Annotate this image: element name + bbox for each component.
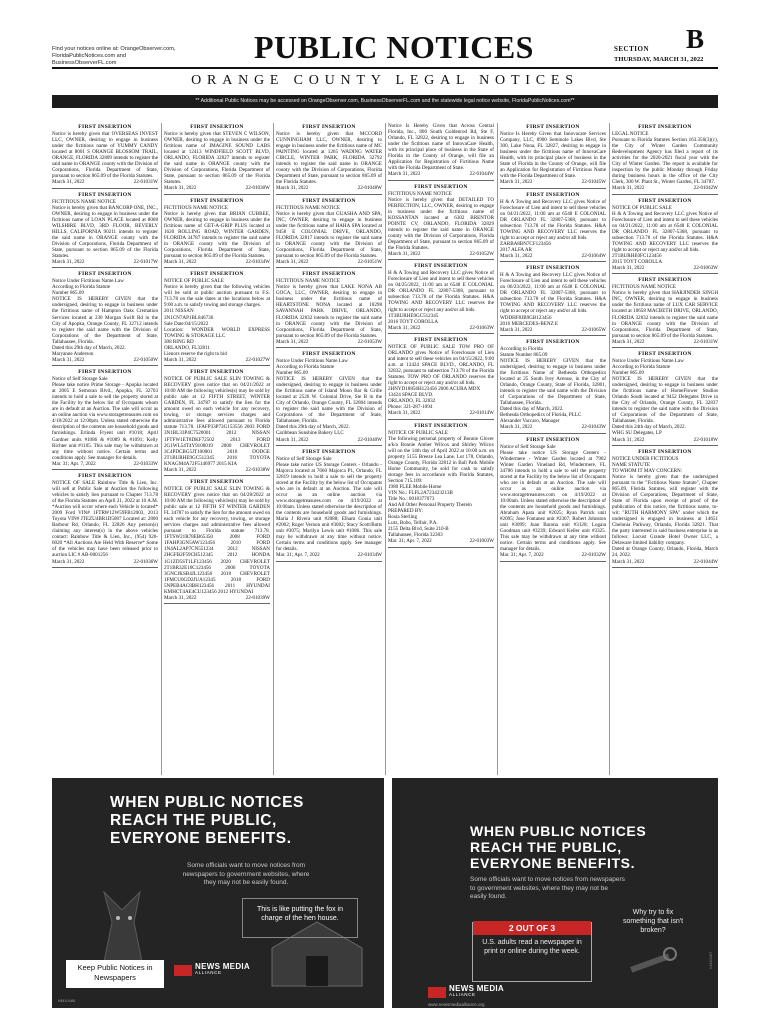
stat-title: 2 OUT OF 3 bbox=[473, 921, 591, 935]
ad-blurb: Some officials want to move notices from newspapers to government websites, where they may not be easily found. bbox=[182, 862, 310, 886]
legal-notice bbox=[164, 197, 270, 269]
notice-body: According to Florida Statute Number 865.09 NOTICE IS HEREBY GIVEN that the undersigned, desiring to engage in business under the fictitious Name of Bethesda Orthopedics located at 25 South Ivey Avenue, in the City of Orlando, Orange County, State of Florida, 32801, intends to register the said name with the Division of Corporations of the Department of State, Tallahassee, Florida. Dated this day of March, 2022. Bethesda Orthopedics of Florida, PLLC Alexander Vaccaro, Manager bbox=[500, 345, 606, 425]
notice-insertion-label: FIRST INSERTION bbox=[414, 183, 468, 190]
notice-body: Notice of Self Storage Sale Please take notice US Storage Centers - Orlando - Majorca located at 7660 Majorca Pl., Orlando, FL 32819 intends to hold a sale to sell the property stored at the Facility by the below list of Occupants who are in default at an Auction. The sale will occur as an online auction via www.storagetreasures.com on 4/19/2022 at 10:00am. Unless stated otherwise the description of the contents are household goods and furnishings. Maria J Rivera unit #2088; Elham Gonia unit #2002; Roger Vernon unit #3002; Stacy Scott/Butts unit #3075; Marilyn Lewis unit #1086. This sale may be withdrawn at any time without notice. Certain terms and conditions apply. See manager for details. bbox=[276, 455, 382, 553]
ad-headline-line: WHEN PUBLIC NOTICES bbox=[110, 794, 304, 811]
notices-grid bbox=[52, 123, 718, 775]
notice-footer bbox=[388, 325, 494, 331]
notice-code: 22-01033W bbox=[133, 460, 158, 467]
notice-body: Notice of Self Storage Sale Please take notice Prime Storage - Apopka located at 2005 E Semoran Blvd., Apopka, FL 32703 intends to hold a sale to sell the property stored at the Facility by the below list of Occupants whom are in default at an Auction. The sale will occur as an online auction via www.storagetreasures.com on 4/18/2022 at 12:00pm. Unless stated otherwise the description of the contents are household goods and furnishings. Erlinda Fryent unit #1018; April Gardner units #1086 & #1089 & #1091; Kelly Richter unit #1105. This sale may be withdrawn at any time without notice. Certain terms and conditions apply. See manager for details. bbox=[52, 376, 158, 461]
legal-notice bbox=[164, 123, 270, 195]
logo-title: NEWS MEDIA bbox=[449, 984, 504, 993]
notice-insertion-label: FIRST INSERTION bbox=[526, 124, 580, 130]
notice-insertion-label: FIRST INSERTION bbox=[414, 336, 468, 343]
notice-footer bbox=[52, 357, 158, 363]
notice-publish-date: March 31, 2022 bbox=[52, 259, 85, 266]
notice-code: 22-01063W bbox=[469, 324, 494, 331]
notice-publish-date: March 31, 2022 bbox=[164, 356, 197, 363]
notice-body: Notice is hereby given that STEVEN C WILSON, OWNER, desiring to engage in business under the fictitious name of IMAGINE SOUND LABS located at 12413 WINDFIELD SCOTT BLVD, ORLANDO, FLORIDA 32827 intends to register the said name in ORANGE county with the Division of Corporations, Florida Department of State, pursuant to section 865.09 of the Florida Statutes. bbox=[164, 131, 270, 186]
notice-insertion-label: FIRST INSERTION bbox=[638, 124, 692, 130]
legal-notice bbox=[164, 270, 270, 366]
notice-publish-date: March 31, 2022 bbox=[500, 326, 533, 333]
legal-notice bbox=[164, 478, 270, 604]
legal-notice bbox=[164, 368, 270, 476]
section-label: SECTION bbox=[614, 45, 650, 53]
notice-footer bbox=[164, 185, 270, 191]
ad-url: www.newsmediaalliance.org bbox=[428, 1002, 485, 1007]
legal-notice bbox=[612, 197, 718, 275]
notice-column bbox=[612, 123, 718, 775]
notice-code: 22-01044W bbox=[469, 171, 494, 178]
notice-body: Notice of Self Storage Sale Please take notice US Storage Centers - Windermere - Winter Garden located at 7902 Winter Garden Vineland Rd, Windermere, FL 34786 intends to hold a sale to sell the property stored at the Facility by the below list of Occupants who are in default at an Auction. The sale will occur as an online auction via www.storagetreasures.com on 4/19/2022 at 10:00am. Unless stated otherwise the description of the contents are household goods and furnishings. Abraham Apata unit #2025; Ryan Patrick unit #2095; Jose Fontanez unit #2307; Robert Johnston unit #3099; Juan Barona unit #3128; Logaia Goodman unit #3239; Edward Keller unit #3325. This sale may be withdrawn at any time without notice. Certain terms and conditions apply. See manager for details. bbox=[500, 443, 606, 553]
online-info-line: FloridaPublicNotices.com and bbox=[52, 53, 126, 60]
notice-footer bbox=[52, 179, 158, 185]
notice-insertion-label: FIRST INSERTION bbox=[414, 263, 468, 270]
notice-insertion-label: FIRST INSERTION bbox=[190, 124, 244, 130]
notice-footer bbox=[164, 595, 270, 601]
notice-code: 22-01043W bbox=[581, 424, 606, 431]
column-divider bbox=[609, 123, 610, 775]
notice-publish-date: March 31, 2022 bbox=[276, 259, 309, 266]
notice-publish-date: March 31, 2022 bbox=[276, 185, 309, 192]
notice-publish-date: March 31, 2022 bbox=[164, 185, 197, 192]
notice-insertion-label: FIRST INSERTION bbox=[302, 350, 356, 357]
notice-body: FICTITIOUS NAME NOTICE Notice is hereby given that BRIAN CUBBEE, OWNER, desiring to engage in business under the fictitious name of GET-A-GRIP PLUS located at 1620 ROLLING ROAD, WINTER GARDEN, FLORIDA 34787 intends to register the said name in ORANGE county with the Division of Corporations, Florida Department of State, pursuant to section 865.09 of the Florida Statutes. bbox=[164, 204, 270, 259]
legal-notice bbox=[500, 338, 606, 434]
stat-box bbox=[472, 922, 592, 982]
notice-body: FICTITIOUS NAME NOTICE Notice is hereby given that GUASHA AND SPA, INC, OWNER, desiring to engage in business under the fictitious name of HAHA SPA located at 9458 E COLONIAL DRIVE, ORLANDO, FLORIDA 32817 intends to register the said name in ORANGE county with the Division of Corporations, Florida Department of State, pursuant to section 865.09 of the Florida Statutes. bbox=[276, 204, 382, 259]
notice-publish-date: March 31, 2022 bbox=[164, 466, 197, 473]
ad-code: NM10486 bbox=[58, 998, 76, 1003]
notice-publish-date: March 31, 2022 bbox=[164, 594, 197, 601]
notice-insertion-label: FIRST INSERTION bbox=[302, 448, 356, 455]
notice-code: 22-01051W bbox=[357, 259, 382, 266]
notice-publish-date: March 31, 2022 bbox=[612, 265, 645, 272]
notice-insertion-label: FIRST INSERTION bbox=[526, 338, 580, 345]
legal-notice bbox=[612, 123, 718, 195]
notice-body: Notice Under Fictitious Name Law According to Florida Statute Number 865.09 NOTICE IS HEREBY GIVEN that the undersigned, desiring to engage in business under the fictitious name of Hampton Oaks Cremation Services located at 230 Morgan Swift Rd in the City of Apopka, Orange County, FL 32712 intends to register the said name with the Division of Corporations of the Department of State, Tallahassee, Florida. Dated this 29th day of March, 2022. Maryanne Anderson bbox=[52, 278, 158, 357]
notice-insertion-label: FIRST INSERTION bbox=[638, 448, 692, 455]
notice-body: Notice is hereby given that MCCORD CUNNINGHAM LLC, OWNER, desiring to engage in business under the fictitious name of MC PAINTING located at 1265 WADING WATER CIRCLE, WINTER PARK, FLORIDA 32792 intends to register the said name in ORANGE county with the Division of Corporations, Florida Department of State, pursuant to section 865.09 of the Florida Statutes. bbox=[276, 131, 382, 186]
masthead-rule bbox=[52, 67, 718, 69]
issue-date: THURSDAY, MARCH 31, 2022 bbox=[614, 56, 704, 63]
notice-code: 22-01014W bbox=[469, 410, 494, 417]
notice-column bbox=[500, 123, 606, 775]
news-media-alliance-mark-icon bbox=[174, 965, 192, 976]
notice-code: 22-01034W bbox=[357, 552, 382, 559]
legal-notice bbox=[388, 336, 494, 420]
notice-insertion-label: FIRST INSERTION bbox=[414, 422, 468, 429]
legal-notice bbox=[276, 123, 382, 195]
notice-body: Notice Is Hereby Given that Innovacare Services Company, LLC, 8900 Seminole Lakes Blvd, Ste 300, Lake Nona, FL 32827, desiring to engage in business under the fictitious name of InnovaCare Health, with its principal place of business in the State of Florida in the County of Orange, will file an Application for Registration of Fictitious Name with the Florida Department of State. bbox=[500, 131, 606, 180]
notice-footer bbox=[388, 251, 494, 257]
notice-publish-date: March 31, 2022 bbox=[276, 436, 309, 443]
notice-code: 22-01052W bbox=[469, 251, 494, 258]
notice-code: 22-01038W bbox=[245, 466, 270, 473]
notice-code: 22-01065W bbox=[581, 326, 606, 333]
notice-code: 22-01036W bbox=[133, 558, 158, 565]
news-media-alliance-logo bbox=[428, 986, 504, 998]
notice-footer bbox=[500, 552, 606, 558]
notice-footer bbox=[500, 253, 606, 259]
online-notice-info bbox=[52, 46, 242, 68]
notice-code: 22-01031W bbox=[133, 179, 158, 186]
online-info-line: BusinessObserverFL.com bbox=[52, 60, 117, 67]
legal-notice bbox=[52, 368, 158, 470]
notice-code: 22-01030W bbox=[245, 185, 270, 192]
column-divider bbox=[273, 123, 274, 775]
notice-footer bbox=[500, 327, 606, 333]
notice-footer bbox=[612, 265, 718, 271]
notice-insertion-label: FIRST INSERTION bbox=[526, 436, 580, 443]
notice-body: NOTICE OF PUBLIC SALE The following personal property of Bonnie Glover a/k/a Bonnie Amber Wilcox and Shirley Wilcox will on the 14th day of April 2022 at 10:00 a.m. on property 5155 Breeze Lea Lane, Lot 178, Orlando, Orange County, Florida 32812 in Ball Park Mobile Home Community, be sold for cash to satisfy storage fees in accordance with Florida Statutes, Section 715.109: 1980 FLEE Mobile Home VIN No.: FLFL2A723423213B Title No.: 0018377073 And All Other Personal Property Therein PREPARED BY: Rosia Sterling Lutz, Bobo, Telfair, P.A. 2155 Delta Blvd, Suite 210-B Tallahassee, Florida 32303 bbox=[388, 429, 494, 539]
notice-publish-date: March 31, 2022 bbox=[500, 253, 533, 259]
notice-column bbox=[388, 123, 494, 775]
notice-footer bbox=[388, 410, 494, 416]
notice-code: 22-01040W bbox=[357, 436, 382, 443]
notice-footer bbox=[276, 339, 382, 345]
legal-notice bbox=[612, 448, 718, 568]
ad-headline-line: EVERYONE BENEFITS. bbox=[470, 855, 636, 871]
fox-caption-box bbox=[242, 898, 358, 938]
notice-insertion-label: FIRST INSERTION bbox=[526, 265, 580, 272]
notice-code: 22-01050W bbox=[133, 356, 158, 363]
legal-notice bbox=[500, 264, 606, 336]
ad-headline-line: REACH THE PUBLIC, bbox=[470, 839, 622, 855]
notice-insertion-label: FIRST INSERTION bbox=[302, 271, 356, 278]
public-notice-ad-right bbox=[392, 778, 718, 1008]
notice-body: Notice Is Hereby Given that Across Central Florida, Inc., 800 South Goldenrod Rd, Ste F, Orlando, FL 32822, desiring to engage in business under the fictitious name of InnovaCare Health, with its principal place of business in the State of Florida in the County of Orange, will file an Application for Registration of Fictitious Name with the Florida Department of State. bbox=[388, 123, 494, 172]
notice-code: 22-01048W bbox=[357, 185, 382, 192]
logo-title: NEWS MEDIA bbox=[195, 962, 250, 971]
notice-publish-date: March 31, 2022 bbox=[164, 259, 197, 266]
notice-publish-date: March 31, 2022 bbox=[612, 338, 645, 345]
legal-notice bbox=[276, 270, 382, 348]
notice-body: NOTICE UNDER FICTITIOUS NAME STATUTE TO WHOM IT MAY CONCERN: Notice is hereby given that the undersigned pursuant to the "Fictitious Name Statute", Chapter 865.09, Florida Statutes, will register with the Division of Corporations, Department of State, State of Florida upon receipt of proof of the publication of this notice, the fictitious name, to-wit: "RUTH HARMONY SPA" under which the undersigned is engaged in business at 14651 Chelonia Parkway, Orlando, Florida 32821. That the party interested in said business enterprise is as follows: Locust Grande Hotel Owner LLC, a Delaware limited liability company. Dated at Orange County, Orlando, Florida, March 24, 2022. bbox=[612, 455, 718, 559]
section-title: PUBLIC NOTICES bbox=[254, 29, 534, 65]
notice-footer bbox=[500, 179, 606, 185]
notice-footer bbox=[276, 552, 382, 558]
legal-notice bbox=[276, 350, 382, 446]
notice-insertion-label: FIRST INSERTION bbox=[526, 191, 580, 198]
notice-body: H & A Towing and Recovery LLC gives Notice of Foreclosure of Lien and intent to sell these vehicles on 06/23/2022, 11:00 am at 6548 E COLONIAL DR ORLANDO FL 32807-5368, pursuant to subsection 713.78 of the Florida Statutes. H&A TOWING AND RECOVERY LLC reserves the right to accept or reject any and/or all bids. WDDHF8JB9GB123456 2016 MERCEDES-BENZ E bbox=[500, 272, 606, 327]
legal-notice bbox=[388, 422, 494, 548]
notice-insertion-label: FIRST INSERTION bbox=[190, 271, 244, 278]
notice-publish-date: Mar. 31; Apr. 7, 2022 bbox=[276, 552, 320, 559]
notice-body: FICTITIOUS NAME NOTICE Notice is hereby given that LAKE NONA AB GOCA, LLC, OWNER, desiring to engage in business under the fictitious name of HEARTSTONE NONA located at 10298 SAVANNAH PARK DRIVE, ORLANDO, FLORIDA 32832 intends to register the said name in ORANGE county with the Division of Corporations, Florida Department of State, pursuant to section 865.09 of the Florida Statutes. bbox=[276, 278, 382, 339]
notice-code: 22-01027W bbox=[245, 356, 270, 363]
notice-footer bbox=[612, 437, 718, 443]
notice-publish-date: March 31, 2022 bbox=[500, 179, 533, 186]
legal-notice bbox=[276, 197, 382, 269]
notice-publish-date: Mar. 31; Apr. 7, 2022 bbox=[388, 538, 432, 545]
notice-insertion-label: FIRST INSERTION bbox=[190, 197, 244, 204]
notice-body: FICTITIOUS NAME NOTICE Notice is hereby given that DETAILED TO PERFECTION, LLC, OWNER, desiring to engage in business under the fictitious name of KOSSANTAN located at 6302 BRENTOR POINTE CV, ORLANDO, FLORIDA 32829 intends to register the said name in ORANGE county with the Division of Corporations, Florida Department of State, pursuant to section 865.09 of the Florida Statutes. bbox=[388, 190, 494, 251]
notice-insertion-label: FIRST INSERTION bbox=[190, 478, 244, 485]
notice-body: Notice is hereby given that OVERSEAS INVEST LLC, OWNER, desiring to engage in business under the fictitious name of YUMMY CANDY located at 8001 S ORANGE BLOSSOM TRAIL, ORANGE, FLORIDA 32809 intends to register the said name in ORANGE county with the Division of Corporations, Florida Department of State, pursuant to section 865.09 of the Florida Statutes. bbox=[52, 131, 158, 180]
section-letter: B bbox=[686, 24, 705, 54]
notice-footer bbox=[388, 171, 494, 177]
logo-subtitle: ALLIANCE bbox=[449, 992, 476, 997]
notice-publish-date: Mar. 31; Apr. 7, 2022 bbox=[500, 552, 544, 559]
notice-code: 22-01044W bbox=[693, 558, 718, 565]
notice-insertion-label: FIRST INSERTION bbox=[638, 277, 692, 284]
notice-publish-date: March 31, 2022 bbox=[52, 356, 85, 363]
notice-insertion-label: FIRST INSERTION bbox=[78, 369, 132, 376]
additional-notices-banner: ** Additional Public Notices may be accessed on OrangeObserver.com, BusinessObserverFL.com and the statewide legal notice website, FloridaPublicNotices.com** bbox=[52, 95, 718, 108]
notice-code: 22-01053W bbox=[357, 338, 382, 345]
ad-blurb: Some officials want to move notices from newspapers to government websites, where they may not be easily found. bbox=[470, 876, 625, 900]
notice-code: 22-01032W bbox=[581, 552, 606, 559]
notice-footer bbox=[388, 538, 494, 544]
logo-subtitle: ALLIANCE bbox=[195, 970, 222, 975]
legal-notice bbox=[52, 472, 158, 568]
notice-body: NOTICE OF PUBLIC SALE TOW PRO OF ORLANDO gives Notice of Foreclosure of Lien and intent to sell these vehicles on 04/15/2022, 9:00 a.m. at 13424 SPACE BLVD., ORLANDO, FL 32832, pursuant to subsection 713.78 of the Florida Statutes. TOW PRO OF ORLANDO reserves the right to accept or reject any and/or all bids. 2HNYD18856H123456 2006 ACURA MDX 13424 SPACE BLVD. ORLANDO, FL 32832 Phone: 321-287-1094 bbox=[388, 343, 494, 411]
section-subtitle: ORANGE COUNTY LEGAL NOTICES bbox=[191, 73, 579, 88]
public-notice-ad-left bbox=[52, 778, 384, 1008]
notice-insertion-label: FIRST INSERTION bbox=[78, 191, 132, 198]
notice-body: Notice Under Fictitious Name Law According to Florida Statute Number 865.09 NOTICE IS HEREBY GIVEN that the undersigned, desiring to engage in business under the fictitious name of HomeFlower Studios Orlando South located at 9452 Delegates Drive in the City of Orlando, Orange County, FL 32837 intends to register the said name with the Division of Corporations of the Department of State, Tallahassee, Florida. Dated this 24th day of March, 2022. WHG SU Delegates, LP bbox=[612, 357, 718, 437]
notice-body: Notice Under Fictitious Name Law According to Florida Statute Number 865.09 NOTICE IS HEREBY GIVEN that the undersigned, desiring to engage in business under the fictitious name of Island Moon Bar & Grille located at 2526 W. Colonial Drive, Ste B in the City of Orlando, Orange County, FL 32804 intends to register the said name with the Division of Corporations of the Department of State, Tallahassee, Florida. Dated this 29th day of March, 2022. Caribbean Sunshine Bakery LLC bbox=[276, 357, 382, 437]
masthead bbox=[0, 0, 770, 70]
notice-publish-date: March 31, 2022 bbox=[612, 558, 645, 565]
notice-code: 22-01064W bbox=[581, 253, 606, 259]
column-divider bbox=[497, 123, 498, 775]
notice-insertion-label: FIRST INSERTION bbox=[302, 124, 356, 130]
notice-publish-date: March 31, 2022 bbox=[612, 185, 645, 192]
column-divider bbox=[385, 123, 386, 775]
notice-publish-date: March 31, 2022 bbox=[276, 338, 309, 345]
notice-code: 22-01045W bbox=[581, 179, 606, 186]
fix-question: Why try to fix something that isn't broken? bbox=[622, 909, 684, 934]
legal-notice bbox=[388, 123, 494, 181]
notice-insertion-label: FIRST INSERTION bbox=[78, 124, 132, 130]
notice-publish-date: March 31, 2022 bbox=[612, 436, 645, 443]
notice-code: 22-01042W bbox=[693, 185, 718, 192]
notice-body: NOTICE OF PUBLIC SALE H & A Towing and Recovery LLC gives Notice of Foreclosure of Lien and intent to sell these vehicles on 04/21/2022, 11:00 am at 6548 E COLONIAL DR ORLANDO FL 32807-5368, pursuant to subsection 713.78 of the Florida Statutes. H&A TOWING AND RECOVERY LLC reserves the right to accept or reject any and/or all bids. 2T1BURHE0FC123456 2015 TOYT COROLLA bbox=[612, 204, 718, 266]
legal-notice bbox=[388, 183, 494, 261]
notice-publish-date: March 31, 2022 bbox=[388, 251, 421, 258]
ad-headline-line: REACH THE PUBLIC, bbox=[110, 812, 277, 829]
news-media-alliance-mark-icon bbox=[428, 987, 446, 998]
fox-caption: This is like putting the fox in charge of the hen house. bbox=[257, 906, 343, 922]
notice-insertion-label: FIRST INSERTION bbox=[78, 271, 132, 278]
notice-publish-date: March 31, 2022 bbox=[52, 558, 85, 565]
legal-notice bbox=[276, 448, 382, 562]
notice-code: 22-01063W bbox=[693, 265, 718, 272]
notice-body: H & A Towing and Recovery LLC gives Notice of Foreclosure of Lien and intent to sell these vehicles on 04/21/2022, 11:00 am at 6548 E COLONIAL DR ORLANDO FL 32807-5368, pursuant to subsection 713.78 of the Florida Statutes. H&A TOWING AND RECOVERY LLC reserves the right to accept or reject any and/or all bids. ZARBA8BN7CF123456 2017 ALFA AR bbox=[500, 198, 606, 253]
legal-notice bbox=[500, 436, 606, 562]
notice-code: 22-01018W bbox=[693, 436, 718, 443]
legal-notice bbox=[52, 270, 158, 366]
notice-publish-date: March 31, 2022 bbox=[500, 424, 533, 431]
notice-body: NOTICE OF PUBLIC SALE SLIN TOWING & RECOVERY gives notice that on 04/21/2022 at 10:00 AM the following vehicles(s) may be sold by public sale at 12 FIFTH STREET, WINTER GARDEN, FL 34787 to satisfy the lien for the amount owed on each vehicle for any recovery, towing, or storage services charges and administrative fees allowed pursuant to Florida statute 713.78. 1FAFP33P73G153556 2003 FORD 3N1BL33P4C7520001 2012 NISSAN 1FTFW1ET8DKF72502 2013 FORD 2G1WL54T4Y9100019 2000 CHEVROLET 3C4PDCBG5JT100001 2018 DODGE 2T1BURHE9GC512345 2016 TOYOTA KNAGM4A72F5146977 2015 KIA bbox=[164, 376, 270, 467]
notice-column bbox=[164, 123, 270, 775]
notice-insertion-label: FIRST INSERTION bbox=[302, 197, 356, 204]
notice-body: NOTICE OF PUBLIC SALE Notice is hereby given that the following vehicles will be sold at public auction pursuant to F.S. 713.78 on the sale dates at the locations below at 9:00 a.m. to satisfy towing and storage charges. 2011 NISSAN 3N1CN7AP1BL846736 Sale Date:04/15/2022 Location: WONDER WORLD EXPRESS TOWING & STORAGE LLC 308 RING RD ORLANDO, FL32811 Lienors reserve the right to bid bbox=[164, 278, 270, 357]
notice-footer bbox=[52, 461, 158, 467]
notice-body: H & A Towing and Recovery LLC gives Notice of Foreclosure of Lien and intent to sell these vehicles on 04/25/2022, 11:00 am at 6548 E COLONIAL DR ORLANDO FL 32807-5368, pursuant to subsection 713.78 of the Florida Statutes. H&A TOWING AND RECOVERY LLC reserves the right to accept or reject any and/or all bids. 1T3BURHE9GC512345 2016 TOYT COROLLA bbox=[388, 270, 494, 325]
keep-notices-label: Keep Public Notices in Newspapers bbox=[66, 960, 164, 988]
notice-footer bbox=[52, 559, 158, 565]
notice-insertion-label: FIRST INSERTION bbox=[638, 350, 692, 357]
legal-notice bbox=[612, 276, 718, 348]
notice-body: NOTICE OF PUBLIC SALE SLIN TOWING & RECOVERY gives notice that on 04/28/2022 at 10:00 AM the following vehicles(s) may be sold by public sale at 12 FIFTH ST WINTER GARDEN FL 34787 to satisfy the lien for the amount owed on each vehicle for any recovery, towing, or storage services charges and administrative fees allowed pursuant to Florida statute 713.78. 1FTSW21R78EB65350 2008 FORD 1FAHP3GN5AW123456 2010 FORD 1N4AL2AP7CN551234 2012 NISSAN 2HGFB2F59CH512345 2012 HONDA 1G1ZD5ST1LF123456 2020 CHEVROLET 2T1BR32E16C123456 2006 TOYOTA 3GNCJKSB4JL123456 2018 CHEVROLET 1FMCU0GD2JUA12345 2018 FORD 5NPEB4AC8BH123456 2011 HYUNDAI KMHCT4AE4CU123456 2012 HYUNDAI bbox=[164, 485, 270, 595]
legal-notice bbox=[388, 262, 494, 334]
legal-notice bbox=[500, 123, 606, 189]
notice-publish-date: Mar. 31; Apr. 7, 2022 bbox=[52, 460, 96, 467]
tools-illustration-icon bbox=[624, 942, 684, 986]
ad-headline-line: WHEN PUBLIC NOTICES bbox=[470, 823, 647, 839]
notice-footer bbox=[500, 424, 606, 430]
legal-notice bbox=[500, 191, 606, 263]
notice-body: FICTITIOUS NAME NOTICE Notice is hereby given that HARJINDER SINGH INC, OWNER, desiring to engage in business under the fictitious name of LUX CAR SERVICE located at 10658 MACBETH DRIVE, ORLANDO, FLORIDA 32832 intends to register the said name in ORANGE county with the Division of Corporations, Florida Department of State, pursuant to section 865.09 of the Florida Statutes. bbox=[612, 284, 718, 339]
notice-publish-date: March 31, 2022 bbox=[388, 324, 421, 331]
notice-body: FICTITIOUS NAME NOTICE Notice is hereby given that BANCORP ONE, INC., OWNER, desiring to engage in business under the fictitious name of LOAN PLACE located at 8008 WILSHIRE BLVD, 3RD FLOOR, BEVERLY HILLS, CALIFORNIA 90211 intends to register the said name in ORANGE county with the Division of Corporations, Florida Department of State, pursuant to section 865.09 of the Florida Statutes. bbox=[52, 198, 158, 259]
notice-column bbox=[276, 123, 382, 775]
notice-publish-date: March 31, 2022 bbox=[388, 410, 421, 417]
notice-footer bbox=[612, 559, 718, 565]
stat-text: U.S. adults read a newspaper in print or online during the week. bbox=[482, 939, 582, 955]
notice-publish-date: March 31, 2022 bbox=[52, 179, 85, 186]
notice-code: 22-01034W bbox=[245, 259, 270, 266]
notice-insertion-label: FIRST INSERTION bbox=[190, 369, 244, 376]
notice-code: 22-01017W bbox=[133, 259, 158, 266]
notice-code: 22-01031W bbox=[693, 338, 718, 345]
notice-footer bbox=[164, 357, 270, 363]
notice-footer bbox=[612, 339, 718, 345]
legal-notice bbox=[612, 350, 718, 446]
online-info-line: Find your notices online at: OrangeObserver.com, bbox=[52, 46, 176, 52]
notice-footer bbox=[164, 259, 270, 265]
ad-headline-line: EVERYONE BENEFITS. bbox=[110, 830, 292, 847]
notice-body: NOTICE OF SALE Rainbow Title & Lien, Inc. will sell at Public Sale at Auction the following vehicles to satisfy lien pursuant to Chapter 713.78 of the Florida Statutes on April 21, 2022 at 10 A.M. *Auction will occur where each Vehicle is located* 2009 Ford VIN# 1FTRW12W59FB12003, 2013 Toyota VIN# JTEZU4BR1D5087 Located at: 2800 Barbour Rd, Orlando, FL 32826 Any person(s) claiming any interest(s) in the above vehicles contact: Rainbow Title & Lien, Inc., (954) 920-6020 *All Auctions Are Held With Reserve* Some of the vehicles may have been released prior to auction LIC # AB-0001256 bbox=[52, 479, 158, 559]
notice-footer bbox=[612, 185, 718, 191]
notice-footer bbox=[52, 259, 158, 265]
notice-code: 22-01039W bbox=[245, 594, 270, 601]
ad-code: NM10487 bbox=[708, 951, 714, 970]
notice-code: 22-01003W bbox=[469, 538, 494, 545]
notice-footer bbox=[276, 259, 382, 265]
notice-footer bbox=[164, 467, 270, 473]
notice-body: LEGAL NOTICE Pursuant to Florida Statutes Section 163.356(3)(c), the City of Winter Garden Community Redevelopment Agency has filed a report of its activities for the 2020-2021 fiscal year with the City of Winter Garden. The report is available for inspection by the public Monday through Friday during business hours in the office of the City Clerk, 300 W. Plant St., Winter Garden, FL 34787. bbox=[612, 131, 718, 186]
column-divider bbox=[161, 123, 162, 775]
notice-insertion-label: FIRST INSERTION bbox=[78, 472, 132, 479]
legal-notice bbox=[52, 123, 158, 189]
legal-notice bbox=[52, 191, 158, 269]
notice-publish-date: March 31, 2022 bbox=[388, 171, 421, 178]
news-media-alliance-logo bbox=[174, 964, 250, 976]
notice-footer bbox=[276, 185, 382, 191]
notice-column bbox=[52, 123, 158, 775]
notice-insertion-label: FIRST INSERTION bbox=[638, 197, 692, 204]
notice-footer bbox=[276, 437, 382, 443]
